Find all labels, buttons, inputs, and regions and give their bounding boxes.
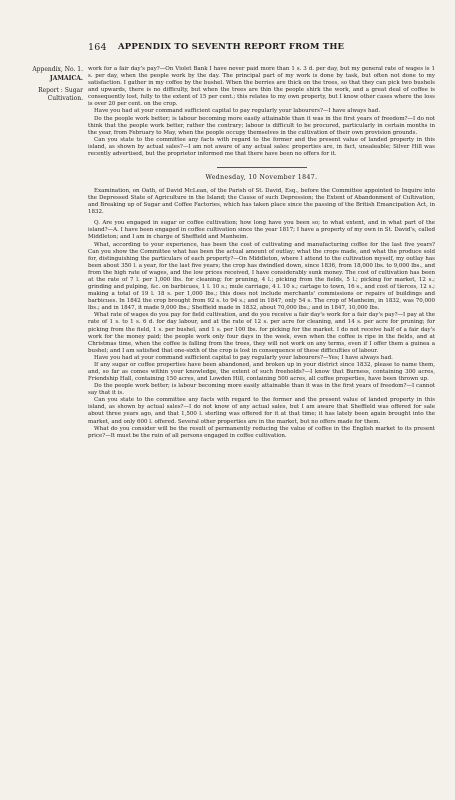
paragraph: Do the people work better; is labour becoming more easily attainable than it was in the first years of freedom?—I cannot say that it is. [88,383,435,397]
paragraph: What, according to your experience, has been the cost of cultivating and manufacturing coffee for the last five years? Can you show the Committee what has been the actual amount of outlay; what the crops made, and what the produce sold for, distinguishing the particulars of each property?—On Middleton, where I attend to the cultivation myself, my outlay has been about 350 l. a year, for the last five years; the crop has dwindled down, since 1836, from 18,000 lbs. to 9,000 lbs., and from the high rate of wages, and the low prices received, I have considerably sunk money. The cost of cultivation has been at the rate of 7 l. per 1,000 lbs. for cleaning; for pruning, 4 l.; picking from the fields, 5 l.; picking for market, 12 s.; grinding and pulping, &c. on barbicues, 1 l. 10 s.; mule carriage, 4 l. 10 s.; cartage to town, 16 s., and cost of tierces, 12 s.; making a total of 19 l. 18 s. per 1,000 lbs.; this does not include merchants' commissions or repairs of buildings and barbicues. In 1842 the crop brought from 92 s. to 94 s.; and in 1847, only 54 s. The crop of Manheim, in 1832, was 70,000 lbs.; and in 1847, it made 9,000 lbs.; Sheffield made in 1832, about 70,000 lbs.; and in 1847, 10,000 lbs. [88,241,435,312]
paragraph: Do the people work better; is labour becoming more easily attainable than it was in the first years of freedom?—I do not think that the people work better, rather the contrary; labour is difficult to be procured, particularly in certain months in the year, from February to May, when the people occupy themselves in the cultivation of their own provision grounds. [88,115,435,136]
paragraph: If any sugar or coffee properties have been abandoned, and broken up in your district since 1832, please to name them, and, so far as comes within your knowledge, the extent of such freeholds?—I know that Burness, containing 300 acres, Friendship Hall, containing 150 acres, and Lowden Hill, containing 500 acres, all coffee properties, have been thrown up. [88,361,435,383]
paragraph: Have you had at your command sufficient capital to pay regularly your labourers?—Yes; I have always had. [94,354,393,361]
paragraph: Can you state to the committee any facts with regard to the former and the present value of landed property in this island, as shown by actual sales?—I do not know of any actual sales, but I am aware that Sheffield was offered for sale about three years ago, and that 1,500 l. sterling was offered for it at that time; it has lately been again brought into the market, and only 600 l. offered. Several other properties are in the market, but no offers made for them. [88,397,435,425]
margin-place: JAMAICA. [49,75,83,82]
section-divider [217,167,307,168]
session-date: Wednesday, 10 November 1847. [205,174,318,182]
page-number: 164 [88,42,107,53]
examination-heading: Examination, on Oath, of David McLean, of the Parish of St. David, Esq., before the Committee appointed to Inquire into the Depressed State of Agriculture in the Island; the Cause of such Depression; the Extent of Abandonment of Cultivation, and Breaking up of Sugar and Coffee Factories, which has taken place since the passing of the British Emancipation Act, in 1832. [88,188,435,216]
body-text [88,66,435,440]
running-title: APPENDIX TO SEVENTH REPORT FROM THE [118,42,345,52]
margin-appendix: Appendix, No. 1. [32,66,83,73]
paragraph: Have you had at your command sufficient capital to pay regularly your labourers?—I have always had. [94,108,381,115]
margin-report: Report : Sugar Cultivation. [38,87,83,102]
paragraph: work for a fair day's pay?—On Violet Bank I have never paid more than 1 s. 3 d. per day, but my general rate of wages is 1 s. per day, when the people work by the day. The principal part of my work is done by task, but often not done to my satisfaction. I gather in my coffee by the bushel. When the berries are thick on the trees, so that they can pick two bushels and upwards, there is no difficulty, but when the trees are thin the people shirk the work, and a great deal of coffee is consequently lost, fully to the extent of 15 per cent.; this relates to my own property, but I know other cases where the loss is over 20 per cent. on the crop. [88,66,435,108]
running-header [88,42,438,58]
paragraph: Can you state to the committee any facts with regard to the former and the present value of landed property in this island, as shown by actual sales?—I am not aware of any actual sales: properties are, in fact, unsaleable; Silver Hill was recently advertised, but the proprietor informed me that there have been no offers for it. [88,136,435,157]
paragraph: What do you consider will be the result of permanently reducing the value of coffee in the English market to its present price?—It must be the ruin of all persons engaged in coffee cultivation. [88,425,435,439]
paragraph: What rate of wages do you pay for field cultivation, and do you receive a fair day's work for a fair day's pay?—I pay at the rate of 1 s. to 1 s. 6 d. for day labour, and at the rate of 12 s. per acre for cleaning, and 14 s. per acre for pruning; for picking from the field, 1 s. per bushel, and 1 s. per 100 lbs. for picking for the market. I do not receive half of a fair day's work for the money paid; the people work only four days in the week, even when the coffee is ripe in the fields, and at Christmas time, when the coffee is falling from the trees, they will not work on any terms, even if I offer them a guinea a bushel; and I am satisfied that one-sixth of the crop is lost in consequence of these difficulties of labour. [88,312,435,354]
paragraph: Q. Are you engaged in sugar or coffee cultivation; how long have you been so; to what extent, and in what part of the island?—A. I have been engaged in coffee cultivation since the year 1817; I have a property of my own in St. David's, called Middleton; and I am in charge of Sheffield and Manheim. [88,220,435,241]
margin-notes [5,66,83,103]
